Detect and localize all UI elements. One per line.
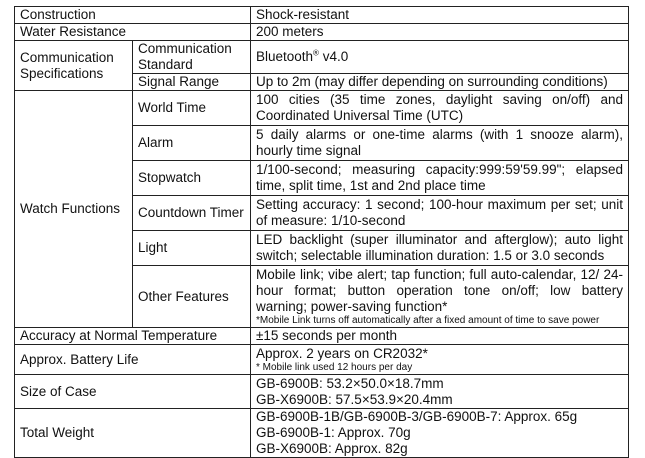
bluetooth-version: v4.0 <box>318 49 349 64</box>
signal-range-label: Signal Range <box>133 74 251 91</box>
stopwatch-value: 1/100-second; measuring capacity:999:59'59.99"; elapsed time, split time, 1st and 2nd place time <box>251 161 629 196</box>
row-size-of-case <box>15 375 629 409</box>
row-battery-life <box>15 345 629 375</box>
water-resistance-label: Water Resistance <box>15 24 251 41</box>
accuracy-label: Accuracy at Normal Temperature <box>15 328 251 345</box>
mobile-link-note: *Mobile Link turns off automatically after a fixed amount of time to save power <box>256 315 600 326</box>
row-water-resistance <box>15 24 629 41</box>
weight-line: GB-6900B-1B/GB-6900B-3/GB-6900B-7: Approx. 65g <box>256 409 578 424</box>
light-label: Light <box>133 231 251 266</box>
countdown-timer-value: Setting accuracy: 1 second; 100-hour maximum per set; unit of measure: 1/10-second <box>251 196 629 231</box>
registered-mark: ® <box>313 48 319 58</box>
total-weight-value <box>251 409 629 458</box>
communication-specifications-label: Communication Specifications <box>15 41 133 91</box>
world-time-label: World Time <box>133 91 251 126</box>
other-features-text: Mobile link; vibe alert; tap function; full auto-calendar, 12/ 24-hour format; button operation tone on/off; low battery warning; power-saving function* <box>256 267 623 314</box>
construction-value: Shock-resistant <box>251 7 629 24</box>
row-construction <box>15 7 629 24</box>
construction-label: Construction <box>15 7 251 24</box>
stopwatch-label: Stopwatch <box>133 161 251 196</box>
other-features-value <box>251 266 629 328</box>
total-weight-label: Total Weight <box>15 409 251 458</box>
countdown-timer-label: Countdown Timer <box>133 196 251 231</box>
alarm-label: Alarm <box>133 126 251 161</box>
row-accuracy <box>15 328 629 345</box>
row-total-weight <box>15 409 629 458</box>
row-comm-standard <box>15 41 629 74</box>
weight-line: GB-X6900B: Approx. 82g <box>256 441 408 456</box>
signal-range-value: Up to 2m (may differ depending on surrounding conditions) <box>251 74 629 91</box>
world-time-value: 100 cities (35 time zones, daylight saving on/off) and Coordinated Universal Time (UTC) <box>251 91 629 126</box>
water-resistance-value: 200 meters <box>251 24 629 41</box>
battery-life-value <box>251 345 629 375</box>
battery-life-label: Approx. Battery Life <box>15 345 251 375</box>
other-features-label: Other Features <box>133 266 251 328</box>
size-line: GB-X6900B: 57.5×53.9×20.4mm <box>256 391 453 407</box>
weight-line: GB-6900B-1: Approx. 70g <box>256 425 411 440</box>
communication-standard-value <box>251 41 629 74</box>
size-line: GB-6900B: 53.2×50.0×18.7mm <box>256 375 444 391</box>
alarm-value: 5 daily alarms or one-time alarms (with 1 snooze alarm), hourly time signal <box>251 126 629 161</box>
size-of-case-label: Size of Case <box>15 375 251 409</box>
battery-life-text: Approx. 2 years on CR2032* <box>256 346 428 361</box>
accuracy-value: ±15 seconds per month <box>251 328 629 345</box>
watch-functions-label: Watch Functions <box>15 91 133 328</box>
size-of-case-value <box>251 375 629 409</box>
communication-standard-label: Communication Standard <box>133 41 251 74</box>
spec-table <box>14 6 629 458</box>
row-world-time <box>15 91 629 126</box>
bluetooth-text: Bluetooth <box>256 49 314 64</box>
light-value: LED backlight (super illuminator and afterglow); auto light switch; selectable illumination duration: 1.5 or 3.0 seconds <box>251 231 629 266</box>
battery-life-note: * Mobile link used 12 hours per day <box>256 362 413 373</box>
